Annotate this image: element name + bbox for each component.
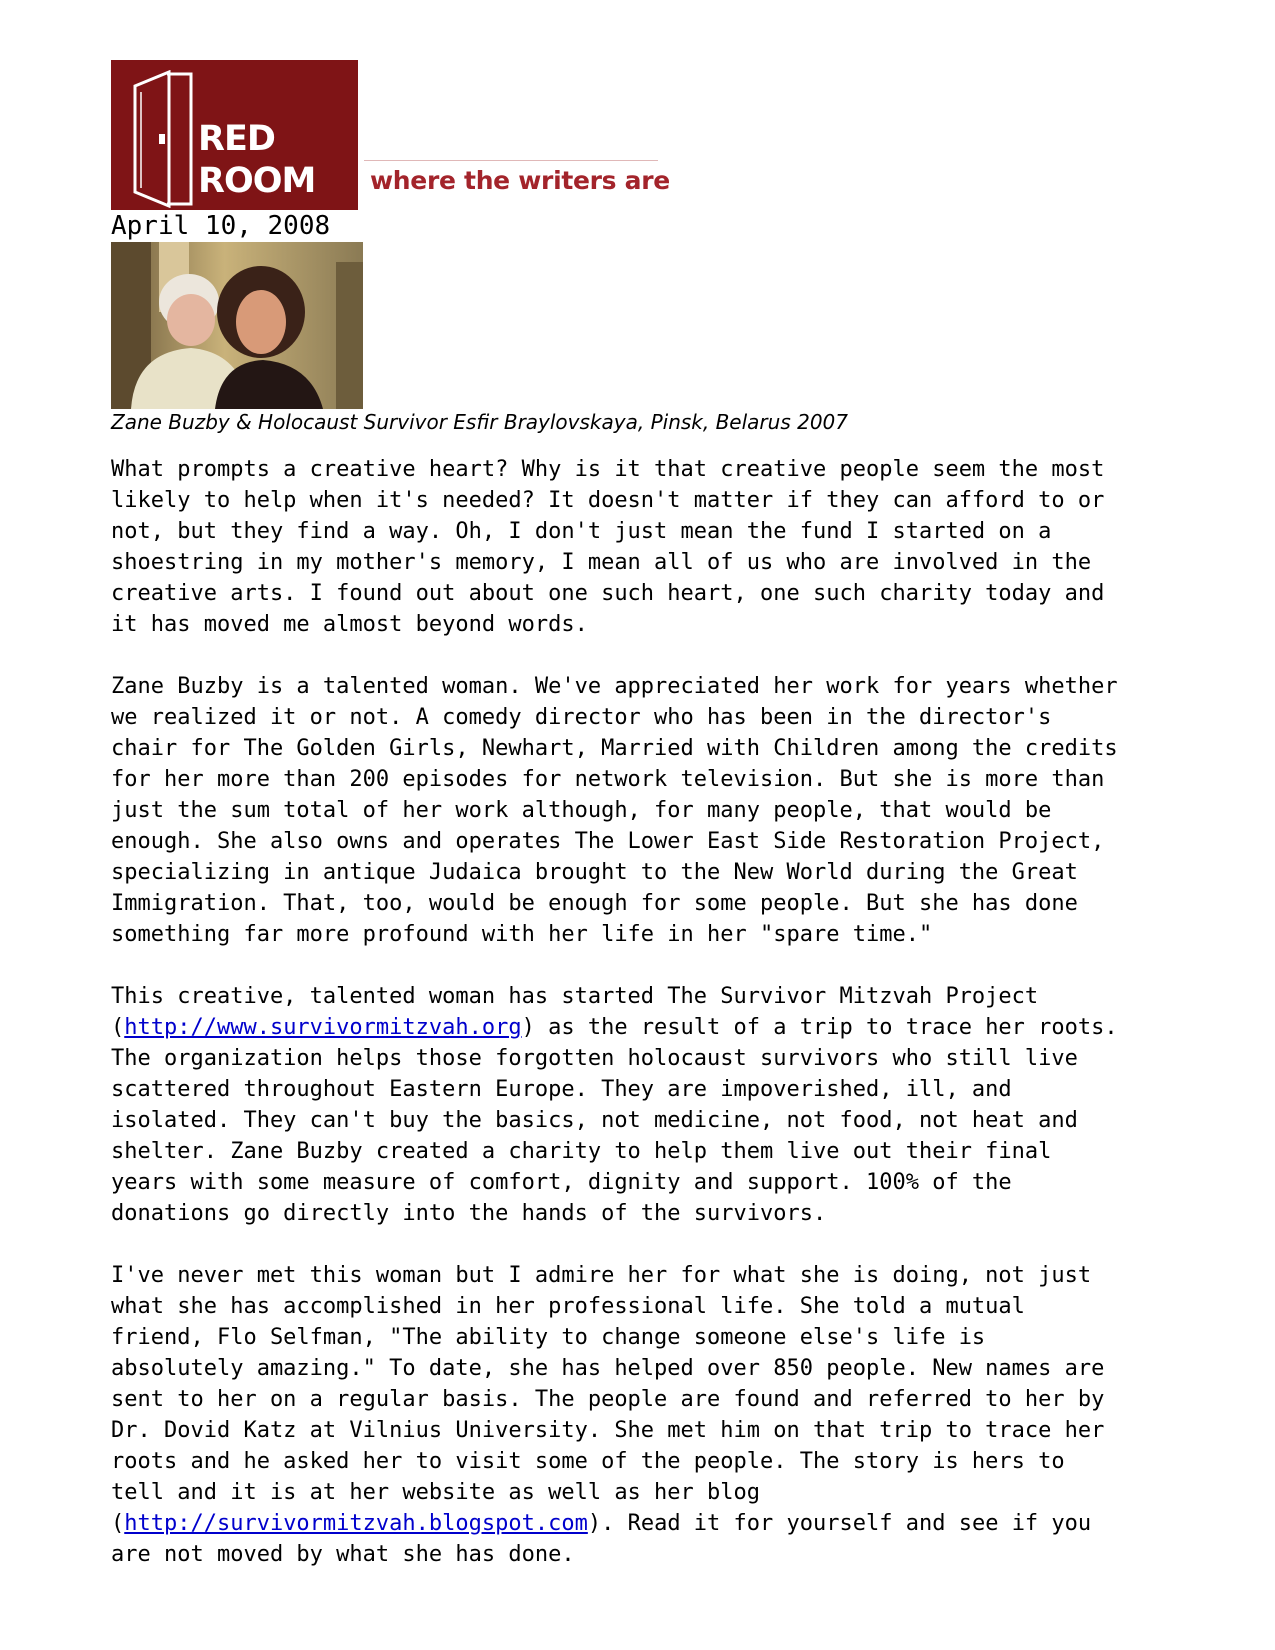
- logo-word-room: ROOM: [198, 161, 316, 201]
- paren-open: (: [111, 1511, 125, 1536]
- text-line: we realized it or not. A comedy director who has been in the director's: [111, 705, 1052, 730]
- text-line: Dr. Dovid Katz at Vilnius University. She met him on that trip to trace her: [111, 1418, 1105, 1443]
- logo-word-red: RED: [198, 119, 275, 159]
- text-line: creative arts. I found out about one such heart, one such charity today and: [111, 581, 1105, 606]
- red-room-logo[interactable]: [111, 60, 358, 210]
- text-line: what she has accomplished in her professional life. She told a mutual: [111, 1294, 1025, 1319]
- text-line: The organization helps those forgotten holocaust survivors who still live: [111, 1046, 1078, 1071]
- paragraph-3: [111, 981, 1251, 1229]
- paren-open: (: [111, 1015, 125, 1040]
- door-icon: [129, 70, 195, 208]
- text-line: I've never met this woman but I admire her for what she is doing, not just: [111, 1263, 1092, 1288]
- text-fragment: ) as the result of a trip to trace her roots.: [521, 1015, 1118, 1040]
- text-line: sent to her on a regular basis. The people are found and referred to her by: [111, 1387, 1105, 1412]
- text-fragment: ). Read it for yourself and see if you: [587, 1511, 1092, 1536]
- text-line: something far more profound with her life in her "spare time.": [111, 922, 933, 947]
- post-date: April 10, 2008: [111, 211, 331, 241]
- article-photo: [111, 242, 363, 409]
- text-line: scattered throughout Eastern Europe. They are impoverished, ill, and: [111, 1077, 1012, 1102]
- text-line: [111, 1508, 1251, 1539]
- text-line: specializing in antique Judaica brought to the New World during the Great: [111, 860, 1078, 885]
- text-line: shelter. Zane Buzby created a charity to help them live out their final: [111, 1139, 1052, 1164]
- paragraph-2: [111, 671, 1251, 950]
- paragraph-1: [111, 454, 1251, 640]
- text-line: absolutely amazing." To date, she has helped over 850 people. New names are: [111, 1356, 1105, 1381]
- text-line: donations go directly into the hands of the survivors.: [111, 1201, 827, 1226]
- survivor-mitzvah-link[interactable]: http://www.survivormitzvah.org: [124, 1015, 522, 1040]
- text-line: shoestring in my mother's memory, I mean all of us who are involved in the: [111, 550, 1092, 575]
- text-line: isolated. They can't buy the basics, not medicine, not food, not heat and: [111, 1108, 1078, 1133]
- text-line: enough. She also owns and operates The Lower East Side Restoration Project,: [111, 829, 1105, 854]
- article-body: [111, 454, 1251, 1601]
- site-tagline: where the writers are: [370, 166, 670, 195]
- blog-link[interactable]: http://survivormitzvah.blogspot.com: [124, 1511, 588, 1536]
- text-line: just the sum total of her work although, for many people, that would be: [111, 798, 1052, 823]
- text-line: years with some measure of comfort, dignity and support. 100% of the: [111, 1170, 1012, 1195]
- text-line: This creative, talented woman has started The Survivor Mitzvah Project: [111, 984, 1039, 1009]
- text-line: likely to help when it's needed? It doesn't matter if they can afford to or: [111, 488, 1105, 513]
- text-line: tell and it is at her website as well as her blog: [111, 1480, 761, 1505]
- text-line: [111, 1012, 1251, 1043]
- text-line: friend, Flo Selfman, "The ability to change someone else's life is: [111, 1325, 986, 1350]
- text-line: Immigration. That, too, would be enough for some people. But she has done: [111, 891, 1078, 916]
- paragraph-4: [111, 1260, 1251, 1570]
- text-line: not, but they find a way. Oh, I don't just mean the fund I started on a: [111, 519, 1052, 544]
- photo-caption: Zane Buzby & Holocaust Survivor Esfir Braylovskaya, Pinsk, Belarus 2007: [111, 410, 848, 434]
- text-line: roots and he asked her to visit some of the people. The story is hers to: [111, 1449, 1065, 1474]
- tagline-divider: [364, 160, 658, 161]
- text-line: Zane Buzby is a talented woman. We've appreciated her work for years whether: [111, 674, 1118, 699]
- text-line: What prompts a creative heart? Why is it that creative people seem the most: [111, 457, 1105, 482]
- text-line: it has moved me almost beyond words.: [111, 612, 588, 637]
- text-line: for her more than 200 episodes for network television. But she is more than: [111, 767, 1105, 792]
- text-line: chair for The Golden Girls, Newhart, Married with Children among the credits: [111, 736, 1118, 761]
- text-line: are not moved by what she has done.: [111, 1542, 575, 1567]
